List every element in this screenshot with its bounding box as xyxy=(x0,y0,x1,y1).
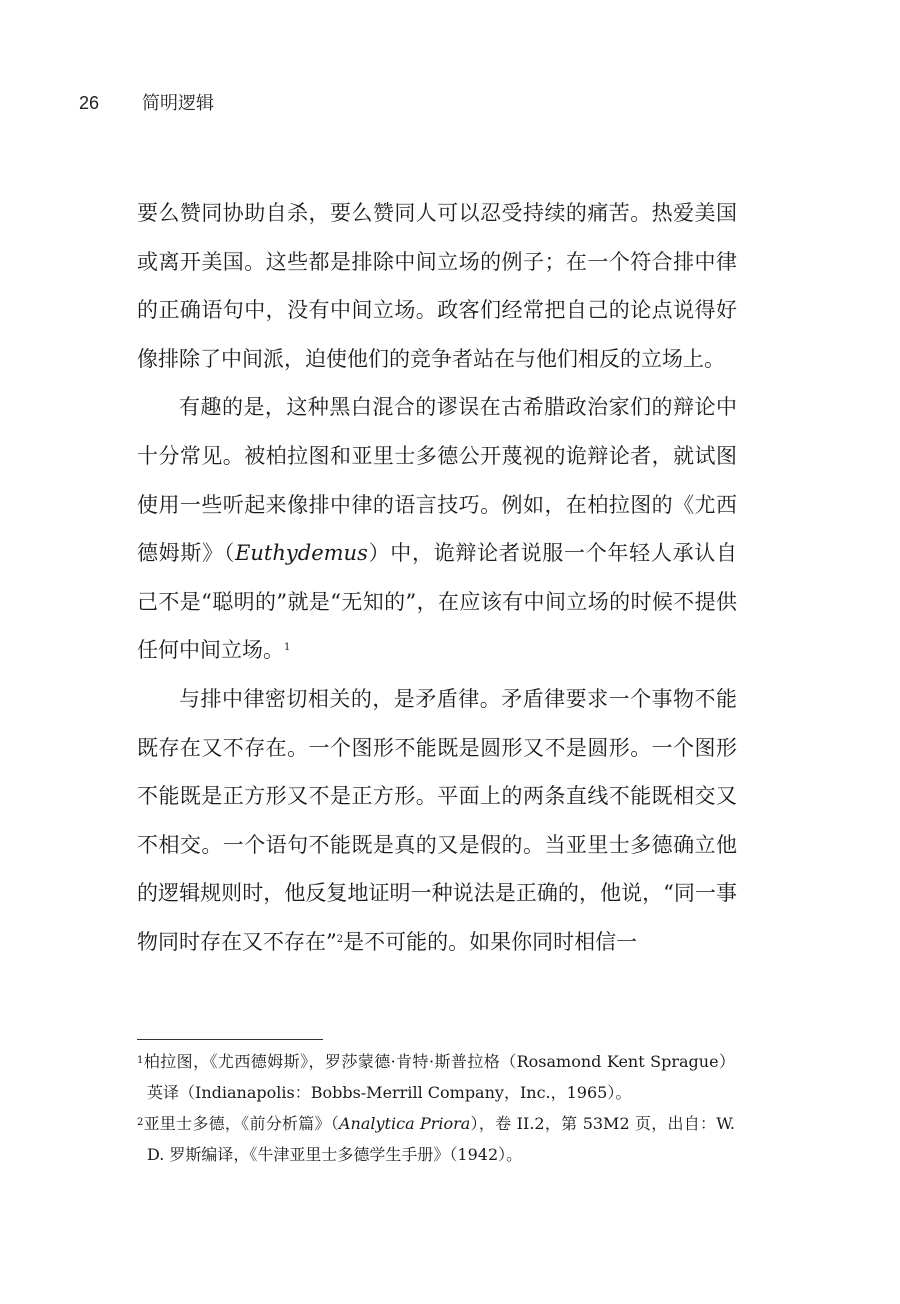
footnote xyxy=(137,1046,735,1108)
footnote-marker: 1 xyxy=(137,1055,144,1066)
paragraph xyxy=(137,675,737,967)
text-run: 有趣的是，这种黑白混合的谬误在古希腊政治家们的辩论中十分常见。被柏拉图和亚里士多德公开蔑视的诡辩论者，就试图使用一些听起来像排中律的语言技巧。例如，在柏拉图的《尤西德姆斯》（ xyxy=(137,395,737,566)
text-run: ）中，诡辩论者说服一个年轻人承认自己不是“聪明的”就是“无知的”，在应该有中间立场的时候不提供任何中间立场。 xyxy=(137,541,738,663)
footnote xyxy=(137,1108,735,1170)
book-title: 简明逻辑 xyxy=(142,93,215,113)
italic-title: Euthydemus xyxy=(235,541,368,566)
text-run: 要么赞同协助自杀，要么赞同人可以忍受持续的痛苦。热爱美国或离开美国。这些都是排除中间立场的例子；在一个符合排中律的正确语句中，没有中间立场。政客们经常把自己的论点说得好像排除了中间派，迫使他们的竞争者站在与他们相反的立场上。 xyxy=(137,201,737,371)
paragraph xyxy=(137,189,737,383)
paragraph xyxy=(137,383,737,675)
text-run: 与排中律密切相关的，是矛盾律。矛盾律要求一个事物不能既存在又不存在。一个图形不能既是圆形又不是圆形。一个图形不能既是正方形又不是正方形。平面上的两条直线不能既相交又不相交。一个语句不能既是真的又是假的。当亚里士多德确立他的逻辑规则时，他反复地证明一种说法是正确的，他说，“同一事物同时存在又不存在” xyxy=(137,686,737,954)
footnotes xyxy=(137,1046,735,1170)
text-run: 亚里士多德，《前分析篇》（ xyxy=(143,1114,339,1133)
footnote-divider xyxy=(137,1039,323,1040)
body-text xyxy=(137,189,737,967)
running-header xyxy=(79,92,214,114)
text-run: 柏拉图，《尤西德姆斯》，罗莎蒙德·肯特·斯普拉格（Rosamond Kent Sprague）英译（Indianapolis：Bobbs-Merrill Company，Inc.，1965）。 xyxy=(143,1052,735,1102)
footnote-marker: 2 xyxy=(336,933,344,945)
footnote-marker: 1 xyxy=(284,642,291,654)
footnote-marker: 2 xyxy=(137,1117,144,1128)
text-run: 是不可能的。如果你同时相信一 xyxy=(343,929,638,954)
page-number: 26 xyxy=(79,93,100,113)
text-run: ），卷 II.2，第 53M2 页，出自：W. D. 罗斯编译，《牛津亚里士多德学生手册》（1942）。 xyxy=(147,1114,735,1164)
italic-title: Analytica Priora xyxy=(339,1114,471,1133)
